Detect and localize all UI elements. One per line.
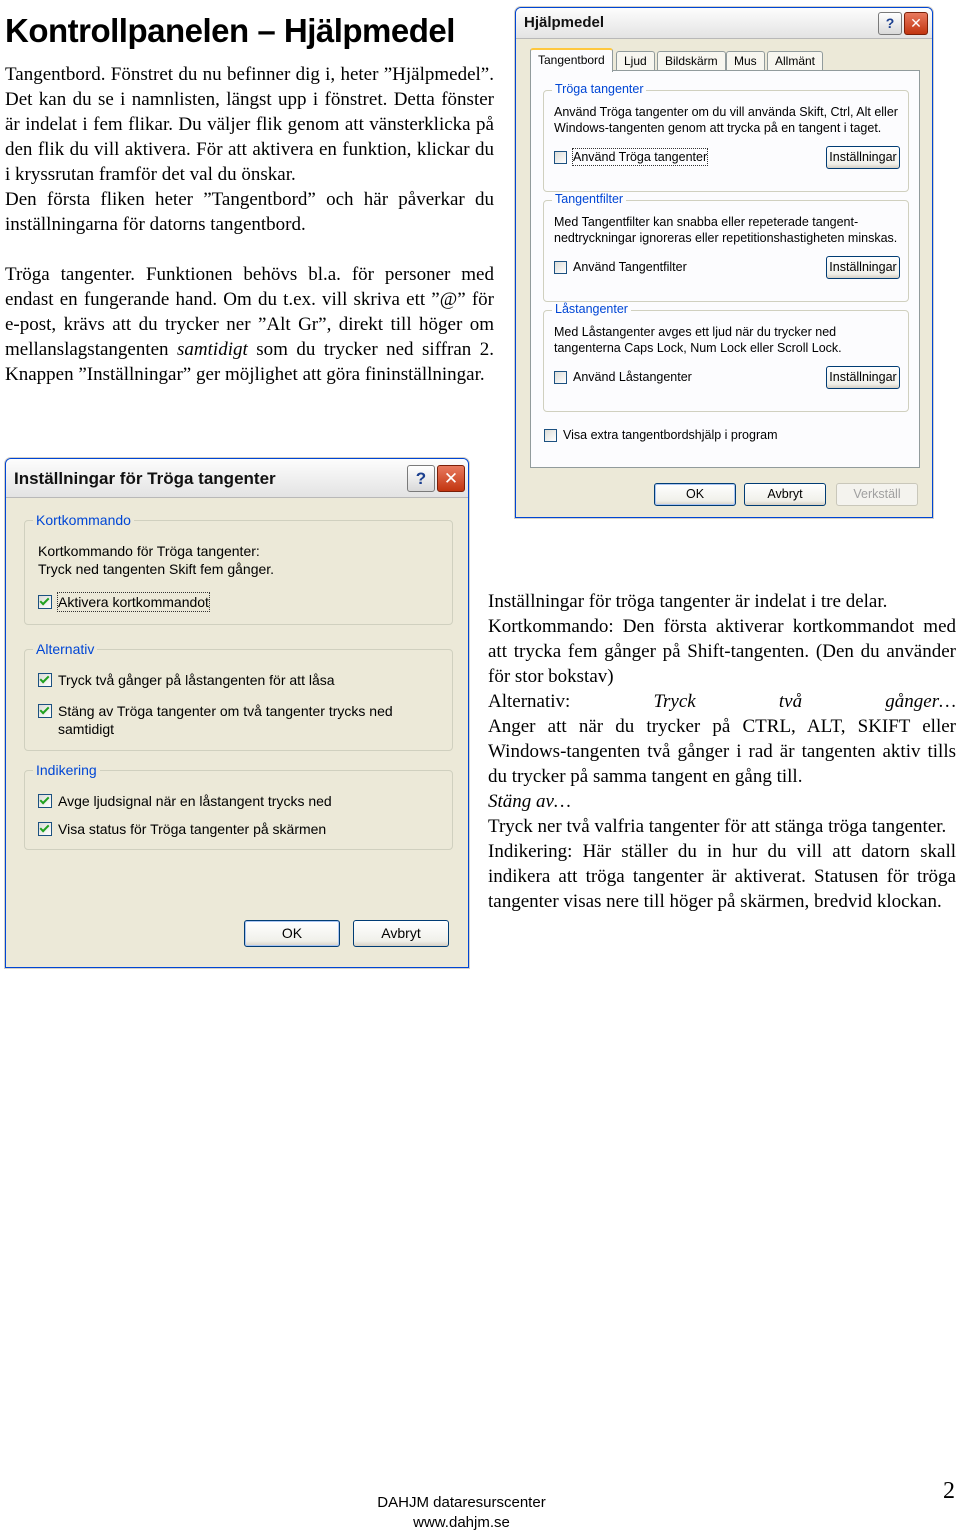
close-icon[interactable]: ✕ (437, 465, 465, 492)
tab-mus[interactable]: Mus (726, 51, 765, 70)
checkbox-label: Stäng av Tröga tangenter om två tangenter trycks ned samtidigt (58, 703, 393, 737)
checkbox-box[interactable] (38, 704, 52, 718)
shortcut-group (24, 512, 453, 625)
tab-allmant[interactable]: Allmänt (767, 51, 823, 70)
dialog-title: Hjälpmedel (524, 14, 605, 31)
filter-keys-group (543, 192, 909, 302)
tab-tangentbord[interactable]: Tangentbord (530, 48, 613, 72)
options-group (24, 641, 453, 751)
checkbox-box[interactable] (554, 371, 567, 384)
page-number: 2 (943, 1478, 955, 1504)
dialog-titlebar[interactable] (6, 459, 468, 498)
sticky-keys-settings-dialog (5, 458, 469, 968)
sticky-keys-emphasis: samtidigt (177, 339, 248, 360)
sticky-keys-end: som du trycker ned siffran 2. Knappen ”Inställningar” ger möjlighet att göra fininställningar. (5, 339, 494, 385)
press-twice-explanation: Anger att när du trycker på CTRL, ALT, SKIFT eller Windows-tangenten två gånger i rad är tangenten aktiv tills du trycker på samma tangent en gång till. (488, 716, 956, 787)
footer (320, 1493, 603, 1533)
group-label: Tangentfilter (552, 192, 626, 206)
checkbox-label: Avge ljudsignal när en låstangent trycks ned (58, 793, 332, 809)
use-sticky-keys-checkbox[interactable] (554, 149, 707, 165)
apply-button[interactable]: Verkställ (836, 483, 918, 506)
accessibility-dialog (515, 7, 933, 518)
turn-off-on-two-keys-checkbox[interactable] (38, 702, 408, 738)
shortcut-description (38, 542, 438, 578)
group-label: Tröga tangenter (552, 82, 646, 96)
enable-shortcut-checkbox[interactable] (38, 593, 209, 611)
left-text-column (5, 62, 494, 387)
group-label: Alternativ (33, 641, 97, 657)
group-description: Med Låstangenter avges ett ljud när du trycker ned tangenterna Caps Lock, Num Lock eller Scroll Lock. (554, 325, 842, 355)
options-label: Alternativ: (488, 691, 571, 712)
checkbox-label: Aktivera kortkommandot (58, 594, 209, 610)
close-icon[interactable]: ✕ (904, 12, 928, 35)
group-description: Med Tangentfilter kan snabba eller repeterade tangent-nedtryckningar ignoreras eller repetitionshastigheten minskas. (554, 215, 898, 245)
sticky-keys-group (543, 82, 909, 192)
press-twice-italic: Tryck två gånger… (653, 691, 956, 712)
sticky-keys-lead: Tröga tangenter (5, 264, 131, 285)
tab-ljud[interactable]: Ljud (616, 51, 655, 70)
shortcut-explanation (488, 614, 956, 689)
checkbox-box[interactable] (554, 261, 567, 274)
shortcut-description-line2: Tryck ned tangenten Skift fem gånger. (38, 561, 275, 577)
checkbox-box[interactable] (38, 673, 52, 687)
page-title: Kontrollpanelen – Hjälpmedel (5, 12, 455, 49)
extra-keyboard-help-checkbox[interactable] (544, 427, 777, 443)
help-icon[interactable]: ? (407, 465, 435, 492)
ok-button[interactable]: OK (654, 483, 736, 506)
show-status-checkbox[interactable] (38, 820, 326, 838)
use-filter-keys-checkbox[interactable] (554, 259, 687, 275)
cancel-button[interactable]: Avbryt (744, 483, 826, 506)
checkbox-label: Använd Tröga tangenter (573, 150, 708, 164)
help-icon[interactable]: ? (878, 12, 902, 35)
notification-text: Här ställer du in hur du vill att datorn skall indikera att tröga tangenter är aktiverat. Statusen för tröga tangenter visas nere till höger på skärmen, bredvid klockan. (488, 841, 956, 912)
footer-org: DAHJM dataresurscenter (377, 1494, 546, 1511)
toggle-keys-group (543, 302, 909, 412)
checkbox-box[interactable] (544, 429, 557, 442)
sticky-keys-settings-button[interactable]: Inställningar (826, 146, 900, 169)
checkbox-label: Använd Tangentfilter (573, 260, 687, 274)
settings-intro: Inställningar för tröga tangenter är indelat i tre delar. (488, 591, 888, 612)
tab-panel (530, 70, 920, 468)
toggle-keys-settings-button[interactable]: Inställningar (826, 366, 900, 389)
intro-body: . Fönstret du nu befinner dig i, heter ”Hjälpmedel”. Det kan du se i namnlisten, längst upp i fönstret. Detta fönster är indelat i fem flikar. Du väljer flik genom att vänsterklicka på den flik du vill aktivera. För att aktivera en funktion, klickar du i kryssrutan framför det val du önskar. (5, 64, 494, 185)
turn-off-explanation: Tryck ner två valfria tangenter för att stänga tröga tangenter. (488, 816, 947, 837)
checkbox-label: Använd Låstangenter (573, 370, 692, 384)
checkbox-box[interactable] (38, 595, 52, 609)
shortcut-text: Den första aktiverar kortkommandot med att trycka fem gånger på Shift-tangenten. (Den du använder för stor bokstav) (488, 616, 956, 687)
sticky-keys-body: . Funktionen behövs bl.a. för personer med endast en fungerande hand. Om du t.ex. vill skriva ett ”@” för e-post, krävs att du trycker ner ”Alt Gr”, direkt till höger om mellanslagstangenten (5, 264, 494, 360)
checkbox-label: Tryck två gånger på låstangenten för att låsa (58, 672, 335, 688)
shortcut-label: Kortkommando: (488, 616, 614, 637)
intro-paragraph (5, 62, 494, 187)
group-label: Indikering (33, 762, 100, 778)
group-label: Låstangenter (552, 302, 631, 316)
press-twice-to-lock-checkbox[interactable] (38, 671, 438, 689)
dialog-title: Inställningar för Tröga tangenter (14, 469, 276, 488)
sticky-keys-paragraph (5, 262, 494, 387)
turn-off-italic: Stäng av… (488, 791, 571, 812)
sound-on-modifier-checkbox[interactable] (38, 792, 332, 810)
filter-keys-settings-button[interactable]: Inställningar (826, 256, 900, 279)
notification-group (24, 762, 453, 850)
tab-bildskarm[interactable]: Bildskärm (657, 51, 726, 70)
cancel-button[interactable]: Avbryt (353, 920, 449, 947)
group-description: Använd Tröga tangenter om du vill använda Skift, Ctrl, Alt eller Windows-tangenten genom att trycka på en tangent i taget. (554, 105, 898, 135)
group-label: Kortkommando (33, 512, 134, 528)
footer-url: www.dahjm.se (413, 1514, 510, 1531)
checkbox-box[interactable] (38, 822, 52, 836)
first-tab-paragraph: Den första fliken heter ”Tangentbord” och här påverkar du inställningarna för datorns tangentbord. (5, 189, 494, 235)
checkbox-box[interactable] (554, 151, 567, 164)
checkbox-box[interactable] (38, 794, 52, 808)
use-toggle-keys-checkbox[interactable] (554, 369, 692, 385)
turn-off-heading (488, 789, 956, 814)
notification-label: Indikering: (488, 841, 573, 862)
notification-explanation (488, 839, 956, 914)
checkbox-label: Visa status för Tröga tangenter på skärmen (58, 821, 327, 837)
ok-button[interactable]: OK (244, 920, 340, 947)
shortcut-description-line1: Kortkommando för Tröga tangenter: (38, 543, 260, 559)
dialog-titlebar[interactable] (516, 8, 932, 39)
right-text-column (488, 589, 956, 914)
tangentbord-lead: Tangentbord (5, 64, 101, 85)
checkbox-label: Visa extra tangentbordshjälp i program (563, 428, 778, 442)
options-heading (488, 689, 956, 714)
